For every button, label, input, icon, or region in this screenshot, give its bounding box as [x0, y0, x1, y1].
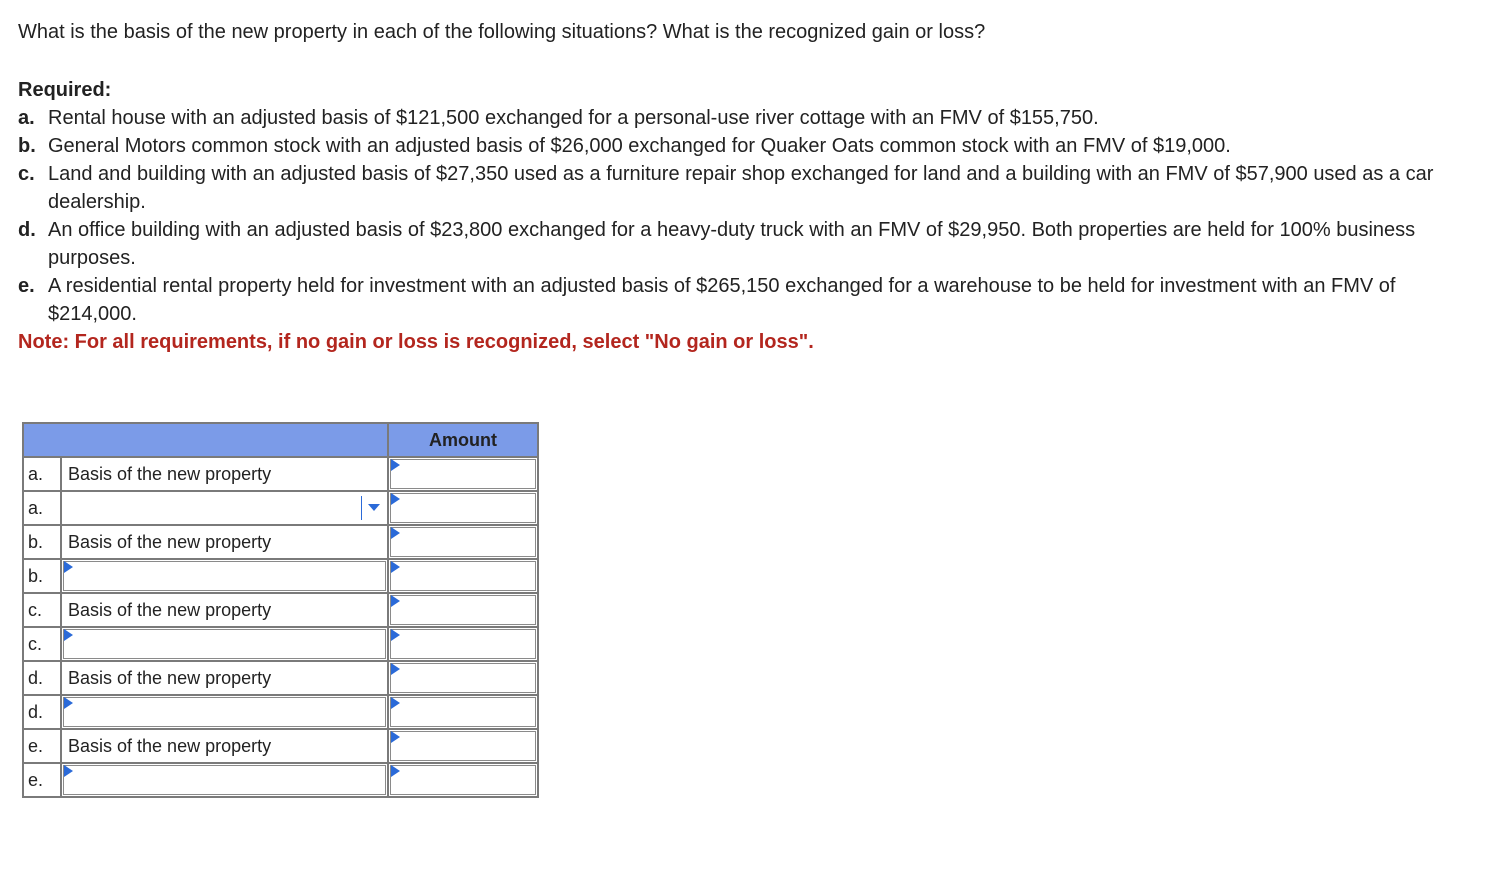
- requirement-text: Rental house with an adjusted basis of $121,500 exchanged for a personal-use river cottage with an FMV of $155,750.: [48, 107, 1099, 129]
- table-row: [23, 695, 538, 729]
- row-description: [61, 593, 388, 627]
- gain-loss-select-cell: [61, 763, 388, 797]
- requirement-letter: c.: [18, 163, 35, 185]
- description-label: Basis of the new property: [68, 735, 272, 756]
- description-label: Basis of the new property: [68, 531, 272, 552]
- table-row: [23, 763, 538, 797]
- row-letter: a.: [23, 457, 61, 491]
- table-row: [23, 457, 538, 491]
- table-row: [23, 593, 538, 627]
- requirement-text: General Motors common stock with an adjusted basis of $26,000 exchanged for Quaker Oats common stock with an FMV of $19,000.: [48, 135, 1231, 157]
- input-flag-icon: [391, 595, 400, 607]
- table-row: [23, 491, 538, 525]
- gain-loss-select[interactable]: [63, 629, 386, 659]
- requirement-text: A residential rental property held for investment with an adjusted basis of $265,150 exchanged for a warehouse to be held for investment with an FMV of $214,000.: [48, 275, 1396, 325]
- row-letter: a.: [23, 491, 61, 525]
- input-flag-icon: [64, 561, 73, 573]
- description-label: Basis of the new property: [68, 599, 272, 620]
- chevron-down-icon[interactable]: [368, 504, 380, 511]
- amount-cell: [388, 559, 538, 593]
- amount-cell: [388, 695, 538, 729]
- requirement-letter: a.: [18, 107, 35, 129]
- input-flag-icon: [391, 731, 400, 743]
- input-flag-icon: [391, 663, 400, 675]
- amount-cell: [388, 457, 538, 491]
- description-label: Basis of the new property: [68, 463, 272, 484]
- input-flag-icon: [391, 697, 400, 709]
- input-flag-icon: [64, 697, 73, 709]
- gain-loss-dropdown[interactable]: [61, 491, 388, 525]
- requirement-item: [18, 104, 1458, 132]
- amount-input[interactable]: [390, 765, 536, 795]
- header-amount: Amount: [388, 423, 538, 457]
- amount-input[interactable]: [390, 493, 536, 523]
- amount-cell: [388, 593, 538, 627]
- amount-cell: [388, 661, 538, 695]
- answer-table: [22, 422, 539, 798]
- table-row: [23, 525, 538, 559]
- row-letter: e.: [23, 729, 61, 763]
- input-flag-icon: [391, 527, 400, 539]
- question-area: [18, 18, 1458, 356]
- amount-cell: [388, 627, 538, 661]
- row-letter: b.: [23, 525, 61, 559]
- amount-input[interactable]: [390, 629, 536, 659]
- input-flag-icon: [391, 493, 400, 505]
- row-letter: e.: [23, 763, 61, 797]
- requirement-text: An office building with an adjusted basis of $23,800 exchanged for a heavy-duty truck with an FMV of $29,950. Both properties are held for 100% business purposes.: [48, 219, 1416, 269]
- amount-input[interactable]: [390, 561, 536, 591]
- gain-loss-select-cell: [61, 627, 388, 661]
- input-flag-icon: [391, 561, 400, 573]
- requirement-item: [18, 132, 1458, 160]
- amount-input[interactable]: [390, 527, 536, 557]
- table-row: [23, 627, 538, 661]
- row-description: [61, 525, 388, 559]
- dropdown-divider: [361, 496, 362, 520]
- requirements-list: [18, 104, 1458, 328]
- amount-input[interactable]: [390, 731, 536, 761]
- row-letter: d.: [23, 661, 61, 695]
- amount-cell: [388, 729, 538, 763]
- input-flag-icon: [64, 765, 73, 777]
- gain-loss-select[interactable]: [63, 765, 386, 795]
- header-blank-cell: [23, 423, 388, 457]
- row-letter: d.: [23, 695, 61, 729]
- question-text: What is the basis of the new property in each of the following situations? What is the recognized gain or loss?: [18, 21, 986, 43]
- table-row: [23, 661, 538, 695]
- row-description: [61, 729, 388, 763]
- amount-input[interactable]: [390, 595, 536, 625]
- table-header-row: [23, 423, 538, 457]
- table-row: [23, 559, 538, 593]
- amount-cell: [388, 525, 538, 559]
- table-row: [23, 729, 538, 763]
- gain-loss-select-cell: [61, 695, 388, 729]
- amount-input[interactable]: [390, 459, 536, 489]
- requirement-item: [18, 272, 1458, 328]
- requirement-letter: d.: [18, 219, 36, 241]
- requirement-text: Land and building with an adjusted basis of $27,350 used as a furniture repair shop exchanged for land and a building with an FMV of $57,900 used as a car dealership.: [48, 163, 1434, 213]
- input-flag-icon: [391, 629, 400, 641]
- requirement-letter: b.: [18, 135, 36, 157]
- row-letter: c.: [23, 593, 61, 627]
- description-label: Basis of the new property: [68, 667, 272, 688]
- amount-cell: [388, 491, 538, 525]
- amount-input[interactable]: [390, 697, 536, 727]
- row-letter: b.: [23, 559, 61, 593]
- input-flag-icon: [391, 459, 400, 471]
- amount-input[interactable]: [390, 663, 536, 693]
- dropdown-field[interactable]: [63, 494, 386, 522]
- gain-loss-select[interactable]: [63, 697, 386, 727]
- row-letter: c.: [23, 627, 61, 661]
- required-title: Required:: [18, 79, 112, 101]
- row-description: [61, 661, 388, 695]
- input-flag-icon: [64, 629, 73, 641]
- amount-cell: [388, 763, 538, 797]
- input-flag-icon: [391, 765, 400, 777]
- gain-loss-select[interactable]: [63, 561, 386, 591]
- row-description: [61, 457, 388, 491]
- requirement-item: [18, 216, 1458, 272]
- gain-loss-select-cell: [61, 559, 388, 593]
- requirement-letter: e.: [18, 275, 35, 297]
- note-text: Note: For all requirements, if no gain or loss is recognized, select "No gain or loss".: [18, 331, 814, 353]
- requirement-item: [18, 160, 1458, 216]
